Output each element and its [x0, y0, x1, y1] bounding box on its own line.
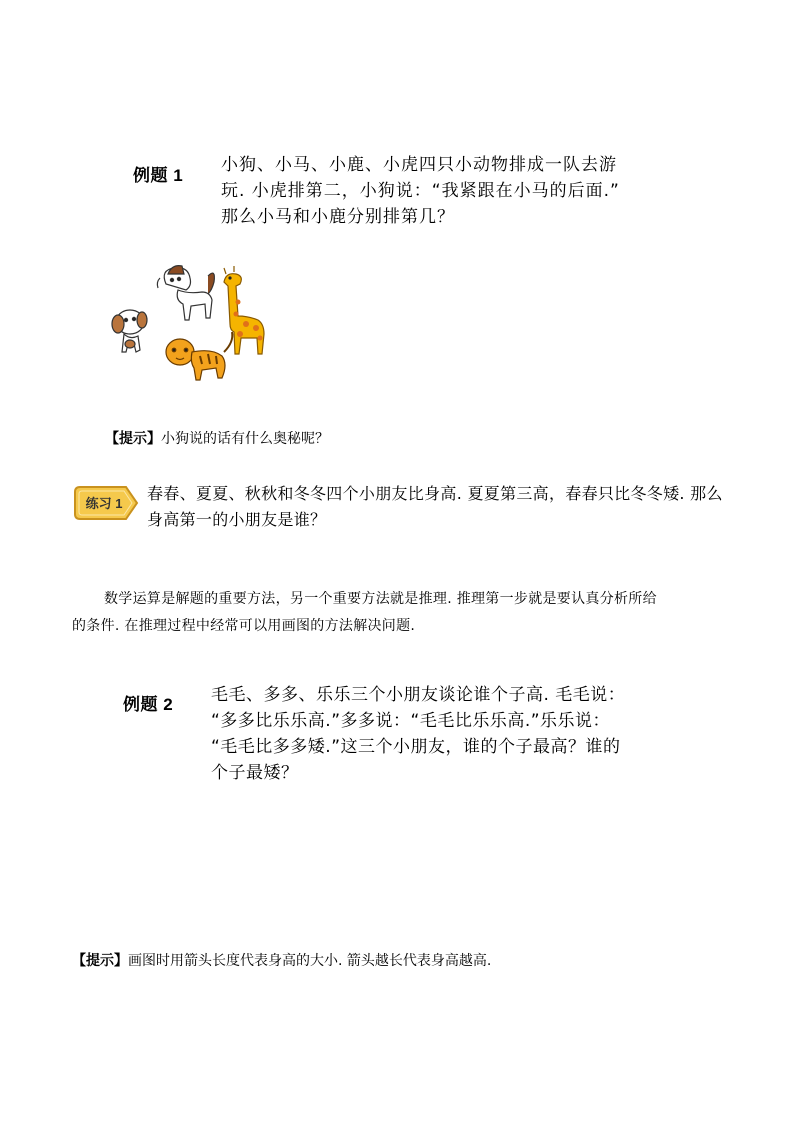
paragraph-line: 的条件. 在推理过程中经常可以用画图的方法解决问题. [72, 618, 416, 634]
practice-1-text [147, 481, 723, 533]
hint-2-tag: 【提示】 [72, 953, 128, 969]
practice-1-line: 身高第一的小朋友是谁？ [147, 510, 327, 529]
example-2-line: “毛毛比多多矮.”这三个小朋友，谁的个子最高？谁的 [211, 737, 621, 757]
hint-2-text: 画图时用箭头长度代表身高的大小. 箭头越长代表身高越高. [128, 953, 492, 969]
example-2-line: 毛毛、多多、乐乐三个小朋友谈论谁个子高. 毛毛说： [211, 685, 626, 705]
hint-1 [105, 428, 329, 450]
animals-illustration [108, 256, 278, 396]
hint-1-tag: 【提示】 [105, 431, 161, 447]
hint-1-text: 小狗说的话有什么奥秘呢？ [161, 431, 329, 447]
hint-2 [72, 950, 491, 972]
example-1-label: 例题 1 [133, 166, 184, 185]
example-2-label: 例题 2 [123, 695, 174, 714]
example-1-text [221, 152, 620, 230]
example-1-line: 那么小马和小鹿分别排第几？ [221, 207, 455, 227]
practice-1-badge-label: 练习 1 [85, 496, 123, 511]
example-1-line: 小狗、小马、小鹿、小虎四只小动物排成一队去游 [221, 155, 617, 175]
tiger-icon [166, 332, 232, 380]
giraffe-icon [224, 266, 264, 354]
example-2-line: “多多比乐乐高.”多多说：“毛毛比乐乐高.”乐乐说： [211, 711, 611, 731]
practice-1-line: 春春、夏夏、秋秋和冬冬四个小朋友比身高. 夏夏第三高，春春只比冬冬矮. 那么 [147, 484, 723, 503]
example-2-text [211, 682, 625, 786]
example-1-line: 玩. 小虎排第二，小狗说：“我紧跟在小马的后面.” [221, 181, 620, 201]
puppy-icon [112, 310, 147, 352]
method-paragraph [72, 586, 752, 640]
practice-1-badge [72, 484, 140, 522]
example-2-line: 个子最矮？ [211, 763, 299, 783]
pony-icon [157, 266, 214, 320]
paragraph-line: 数学运算是解题的重要方法，另一个重要方法就是推理. 推理第一步就是要认真分析所给 [104, 591, 657, 607]
